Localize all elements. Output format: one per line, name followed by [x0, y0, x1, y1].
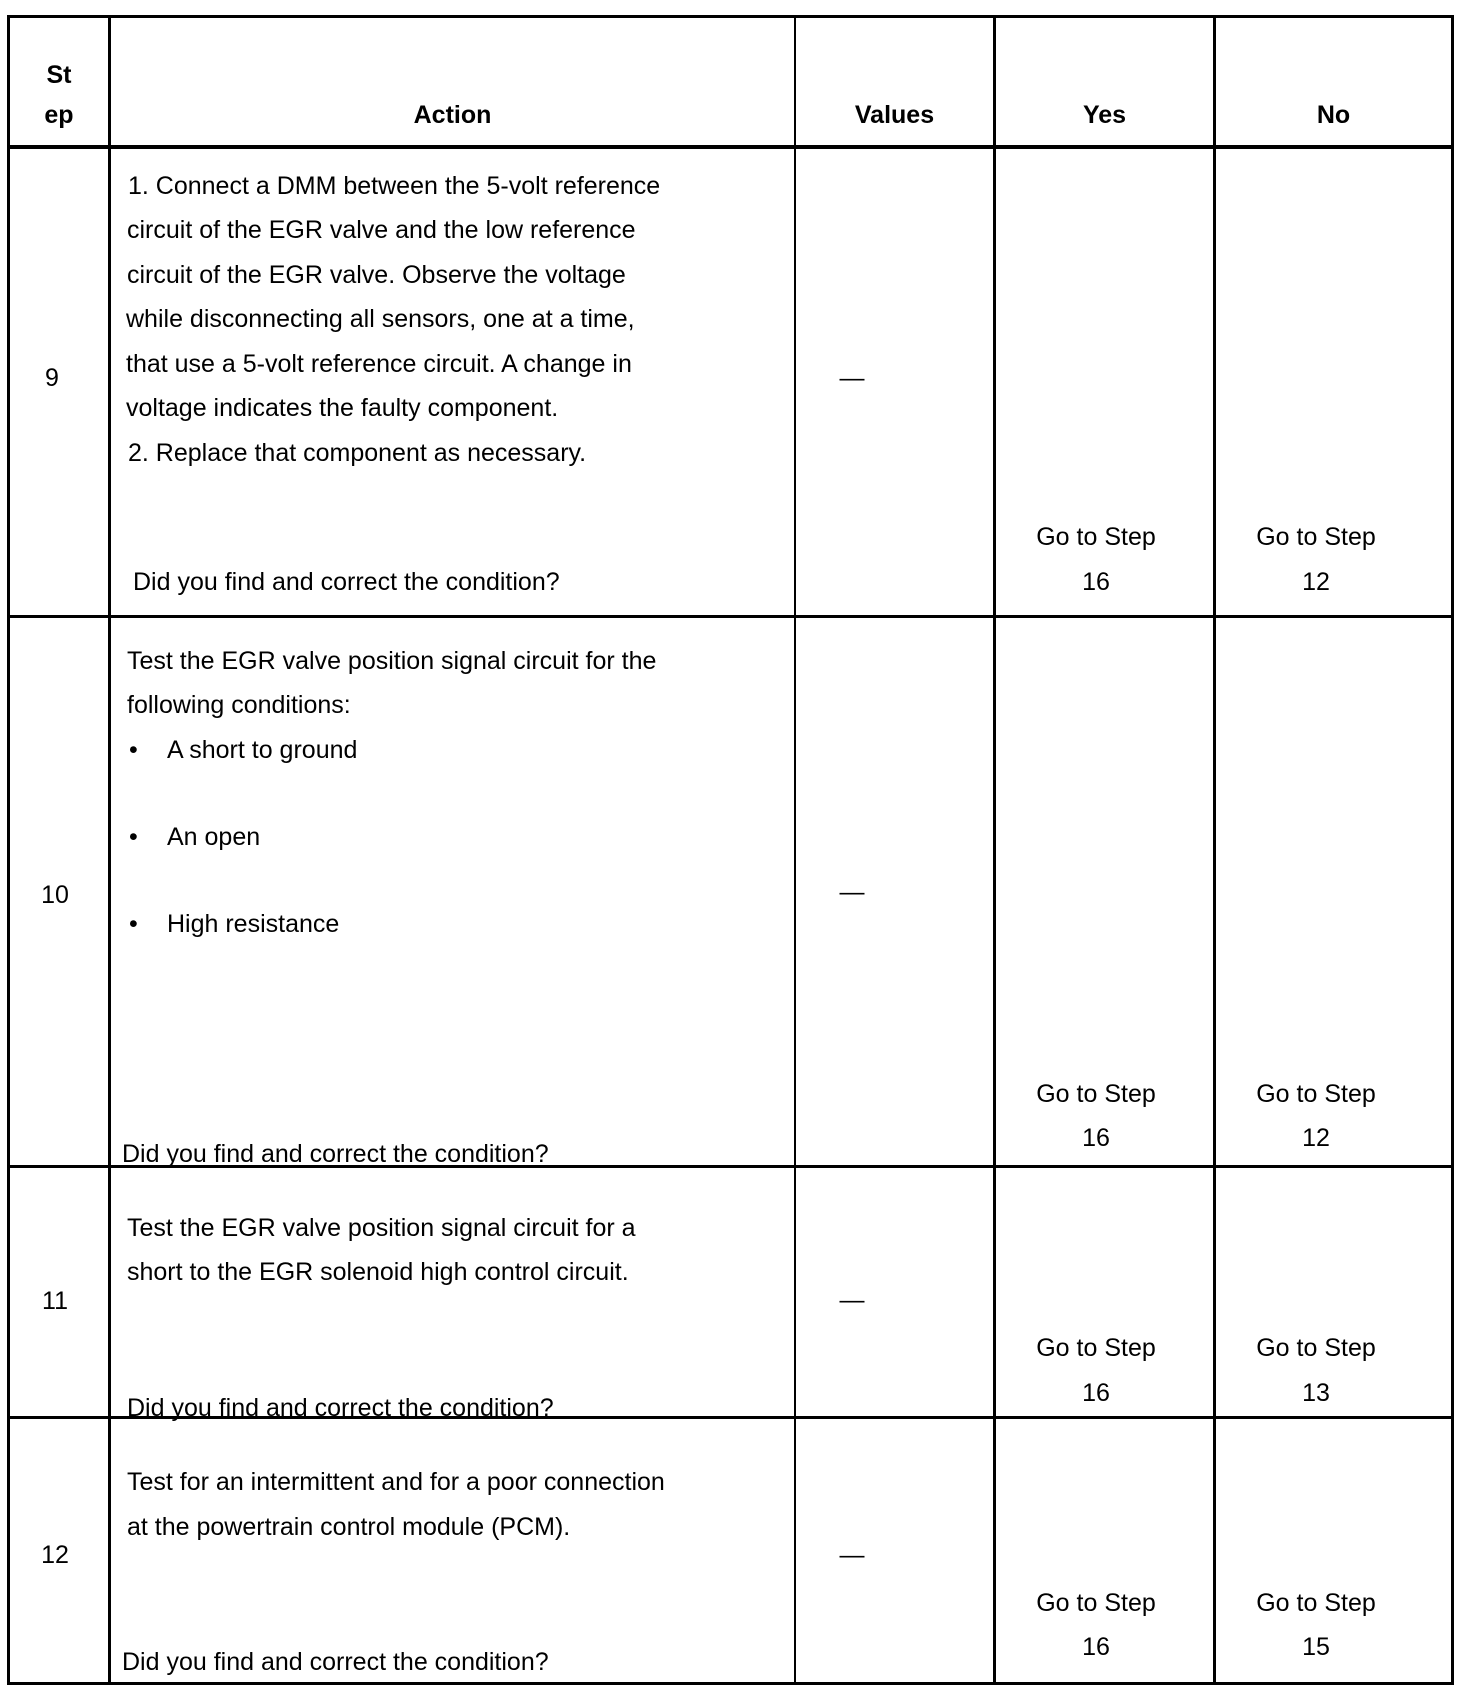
yes-goto: Go to Step	[1036, 1080, 1156, 1108]
header-values: Values	[854, 101, 935, 129]
yes-goto: Go to Step	[1036, 1589, 1156, 1617]
action-line: 1. Connect a DMM between the 5-volt reference	[128, 172, 661, 200]
no-goto: Go to Step	[1256, 1589, 1376, 1617]
no-step: 12	[1302, 568, 1330, 596]
yes-step: 16	[1082, 1379, 1110, 1407]
action-question: Did you find and correct the condition?	[127, 1394, 554, 1422]
bullet-dot: •	[129, 910, 138, 938]
row-separator	[7, 615, 1454, 618]
value-dash: —	[839, 1286, 865, 1314]
header-step-line2: ep	[44, 101, 74, 129]
step-number: 11	[42, 1287, 68, 1315]
yes-step: 16	[1082, 1633, 1110, 1661]
step-number: 10	[41, 881, 69, 909]
yes-step: 16	[1082, 1124, 1110, 1152]
diagnostic-table	[7, 15, 1454, 1685]
bullet-dot: •	[129, 823, 138, 851]
bullet-item: High resistance	[167, 910, 340, 938]
no-goto: Go to Step	[1256, 523, 1376, 551]
column-separator	[993, 15, 996, 1685]
no-step: 15	[1302, 1633, 1330, 1661]
column-separator	[794, 15, 796, 1685]
no-goto: Go to Step	[1256, 1080, 1376, 1108]
column-separator	[1213, 15, 1216, 1685]
action-line: Test the EGR valve position signal circuit for the	[127, 647, 657, 675]
yes-goto: Go to Step	[1036, 523, 1156, 551]
action-line: short to the EGR solenoid high control circuit.	[127, 1258, 629, 1286]
yes-goto: Go to Step	[1036, 1334, 1156, 1362]
action-line: 2. Replace that component as necessary.	[128, 439, 587, 467]
action-question: Did you find and correct the condition?	[133, 568, 560, 596]
value-dash: —	[839, 1541, 865, 1569]
no-goto: Go to Step	[1256, 1334, 1376, 1362]
no-step: 13	[1302, 1379, 1330, 1407]
step-number: 12	[41, 1541, 69, 1569]
table-border-top	[7, 15, 1454, 18]
header-action: Action	[413, 101, 492, 129]
bullet-item: A short to ground	[167, 736, 358, 764]
bullet-dot: •	[129, 736, 138, 764]
value-dash: —	[839, 364, 865, 392]
action-line: Test for an intermittent and for a poor connection	[127, 1468, 665, 1496]
no-step: 12	[1302, 1124, 1330, 1152]
action-line: Test the EGR valve position signal circuit for a	[127, 1214, 636, 1242]
action-line: voltage indicates the faulty component.	[126, 394, 559, 422]
column-separator	[108, 15, 111, 1685]
action-question: Did you find and correct the condition?	[122, 1648, 549, 1676]
action-line: that use a 5-volt reference circuit. A change in	[126, 350, 632, 378]
action-question: Did you find and correct the condition?	[122, 1140, 549, 1168]
header-step-line1: St	[46, 61, 72, 89]
action-line: at the powertrain control module (PCM).	[127, 1513, 571, 1541]
header-yes: Yes	[1082, 101, 1127, 129]
action-line: circuit of the EGR valve and the low reference	[127, 216, 636, 244]
step-number: 9	[45, 364, 59, 392]
table-border-right	[1451, 15, 1454, 1685]
bullet-item: An open	[167, 823, 261, 851]
yes-step: 16	[1082, 568, 1110, 596]
action-line: following conditions:	[127, 691, 351, 719]
action-line: circuit of the EGR valve. Observe the voltage	[127, 261, 626, 289]
action-line: while disconnecting all sensors, one at a time,	[126, 305, 635, 333]
header-separator	[7, 145, 1454, 149]
value-dash: —	[839, 878, 865, 906]
table-border-left	[7, 15, 10, 1685]
header-no: No	[1316, 101, 1351, 129]
